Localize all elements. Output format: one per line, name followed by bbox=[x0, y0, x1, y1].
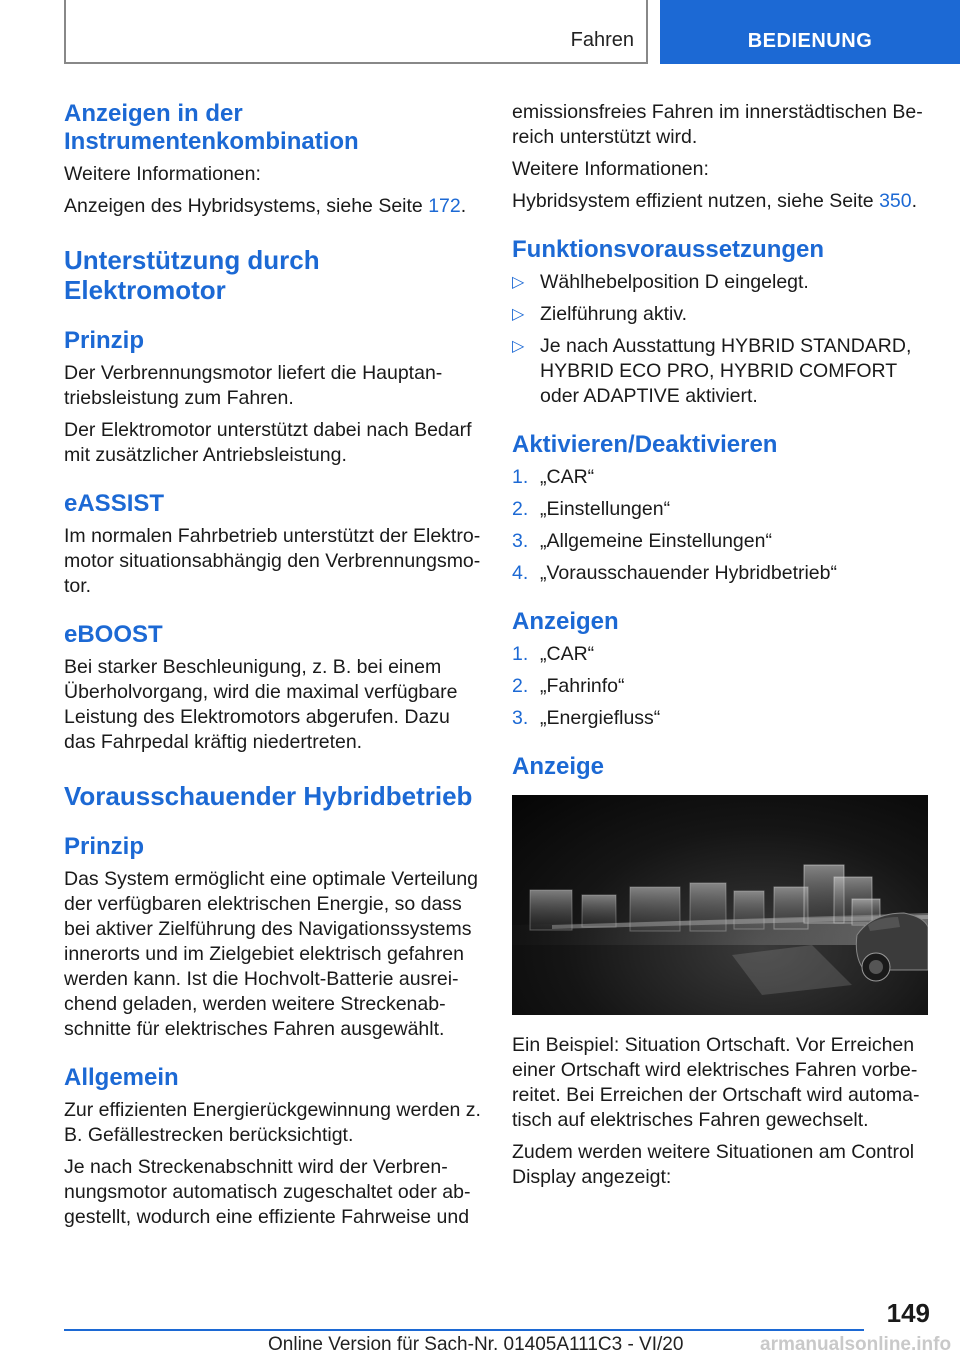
list-item bbox=[512, 302, 932, 327]
text: . bbox=[911, 190, 918, 212]
paragraph: Der Elektromotor unterstützt dabei nach Bedarf mit zusätzlicher Antriebsleistung. bbox=[64, 419, 472, 466]
list-item-text: „Energiefluss“ bbox=[540, 707, 661, 729]
list-item-text: Wählhebelposition D eingelegt. bbox=[540, 271, 809, 293]
list-item bbox=[512, 529, 932, 554]
display-steps bbox=[512, 642, 932, 731]
paragraph: Je nach Streckenabschnitt wird der Verbrennungsmotor automatisch zugeschaltet oder abgestellt, wodurch eine effiziente Fahrweise und bbox=[64, 1156, 471, 1228]
list-item bbox=[512, 561, 932, 586]
heading-funktionsvoraussetzungen: Funktionsvoraussetzungen bbox=[512, 236, 825, 263]
list-item-text: „Einstellungen“ bbox=[540, 498, 671, 520]
paragraph: Zur effizienten Energierückgewinnung werden z. B. Gefällestrecken berücksichtigt. bbox=[64, 1099, 481, 1146]
paragraph: Weitere Informationen: bbox=[512, 158, 709, 180]
list-item-text: Zielführung aktiv. bbox=[540, 303, 688, 325]
text: . bbox=[460, 195, 467, 217]
step-number: 1. bbox=[512, 643, 529, 665]
list-item bbox=[512, 706, 932, 731]
header-box bbox=[64, 0, 648, 64]
paragraph: Ein Beispiel: Situation Ortschaft. Vor Erreichen einer Ortschaft wird elektrisches Fahren vorbereitet. Bei Erreichen der Ortschaft wird automatisch auf elektrisches Fahren gewechselt. bbox=[512, 1034, 920, 1131]
list-item-text: „Fahrinfo“ bbox=[540, 675, 625, 697]
paragraph: Im normalen Fahrbetrieb unterstützt der Elektromotor situationsabhängig den Verbrennungsmotor. bbox=[64, 525, 481, 597]
heading-allgemein: Allgemein bbox=[64, 1064, 179, 1091]
list-item-text: „Vorausschauender Hybridbetrieb“ bbox=[540, 562, 837, 584]
chapter-label: Fahren bbox=[570, 29, 634, 51]
page-number: 149 bbox=[886, 1298, 930, 1328]
step-number: 3. bbox=[512, 707, 529, 729]
city-scene-illustration bbox=[512, 795, 928, 1015]
heading-anzeigen: Anzeigen bbox=[512, 608, 619, 635]
list-item bbox=[512, 334, 932, 409]
section-tab-label: BEDIENUNG bbox=[747, 30, 873, 52]
list-item bbox=[512, 497, 932, 522]
text: Anzeigen des Hybridsystems, siehe Seite bbox=[64, 195, 429, 217]
triangle-bullet-icon: ▷ bbox=[512, 338, 525, 355]
paragraph: emissionsfreies Fahren im innerstädtischen Bereich unterstützt wird. bbox=[512, 101, 923, 148]
step-number: 2. bbox=[512, 675, 529, 697]
heading-aktivieren: Aktivieren/Deaktivieren bbox=[512, 431, 778, 458]
energy-display-image bbox=[512, 795, 928, 1015]
list-item-text: „Allgemeine Einstellungen“ bbox=[540, 530, 772, 552]
list-item bbox=[512, 642, 932, 667]
watermark: armanualsonline.info bbox=[760, 1334, 952, 1355]
step-number: 1. bbox=[512, 466, 529, 488]
triangle-bullet-icon: ▷ bbox=[512, 306, 525, 323]
triangle-bullet-icon: ▷ bbox=[512, 274, 525, 291]
heading-prinzip: Prinzip bbox=[64, 327, 145, 354]
list-item-text: „CAR“ bbox=[540, 643, 595, 665]
heading-anzeigen-instrument: Anzeigen in der Instrumentenkombination bbox=[64, 100, 359, 155]
paragraph-with-link bbox=[64, 194, 484, 219]
paragraph: Zudem werden weitere Situationen am Control Display angezeigt: bbox=[512, 1141, 915, 1188]
heading-unterstuetzung: Unterstützung durch Elektromotor bbox=[64, 245, 320, 305]
list-item bbox=[512, 270, 932, 295]
step-number: 2. bbox=[512, 498, 529, 520]
paragraph: Der Verbrennungsmotor liefert die Hauptantriebsleistung zum Fahren. bbox=[64, 362, 443, 409]
page-link-350[interactable]: 350 bbox=[879, 190, 912, 212]
list-item-text: „CAR“ bbox=[540, 466, 595, 488]
list-item bbox=[512, 674, 932, 699]
footer-divider bbox=[64, 1329, 864, 1331]
left-column bbox=[64, 100, 484, 1237]
section-tab bbox=[660, 0, 960, 64]
step-number: 3. bbox=[512, 530, 529, 552]
heading-vorausschauend: Vorausschauender Hybridbetrieb bbox=[64, 781, 473, 811]
text: Hybridsystem effizient nutzen, siehe Seite bbox=[512, 190, 880, 212]
paragraph: Das System ermöglicht eine optimale Verteilung der verfügbaren elektrischen Energie, so dass bei aktiver Zielführung des Navigationssystems innerorts und im Zielgebiet elektrisch gefahren werden kann. Ist die Hochvolt-Batterie ausreichend geladen, werden weitere Streckenabschnitte für elektrisches Fahren ausgewählt. bbox=[64, 868, 479, 1040]
paragraph-with-link bbox=[512, 189, 932, 214]
page-link-172[interactable]: 172 bbox=[428, 195, 461, 217]
paragraph: Bei starker Beschleunigung, z. B. bei einem Überholvorgang, wird die maximal verfügbare Leistung des Elektromotors abgerufen. Dazu das Fahrpedal kräftig niedertreten. bbox=[64, 656, 458, 753]
prerequisite-list bbox=[512, 270, 932, 409]
paragraph: Weitere Informationen: bbox=[64, 163, 261, 185]
heading-eboost: eBOOST bbox=[64, 621, 163, 648]
heading-anzeige: Anzeige bbox=[512, 753, 605, 780]
step-number: 4. bbox=[512, 562, 529, 584]
footer-online-version: Online Version für Sach-Nr. 01405A111C3 - VI/20 bbox=[268, 1334, 684, 1355]
heading-prinzip-2: Prinzip bbox=[64, 833, 145, 860]
activation-steps bbox=[512, 465, 932, 586]
heading-eassist: eASSIST bbox=[64, 490, 165, 517]
right-column bbox=[512, 100, 932, 1197]
list-item bbox=[512, 465, 932, 490]
list-item-text: Je nach Ausstattung HYBRID STANDARD, HYBRID ECO PRO, HYBRID COMFORT oder ADAPTIVE aktiviert. bbox=[540, 335, 912, 407]
